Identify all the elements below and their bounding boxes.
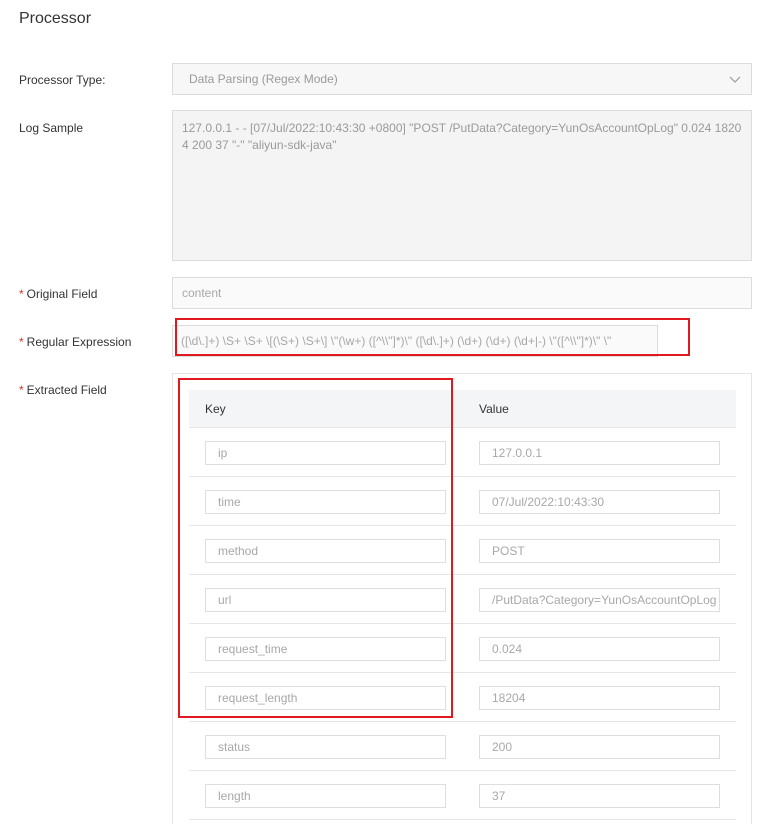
regex-input[interactable]: ([\d\.]+) \S+ \S+ \[(\S+) \S+\] \"(\w+) ([^\\"]*)\" ([\d\.]+) (\d+) (\d+) (\d+|-) \"([^\\"]*)\" \" [172, 325, 658, 357]
extracted-field-label [19, 382, 107, 398]
table-row [189, 575, 736, 624]
value-input[interactable]: /PutData?Category=YunOsAccountOpLog [479, 588, 720, 612]
required-mark: * [19, 335, 24, 349]
table-row [189, 428, 736, 477]
regex-label-text: Regular Expression [26, 335, 132, 349]
key-input[interactable]: ip [205, 441, 446, 465]
key-input[interactable]: time [205, 490, 446, 514]
table-row [189, 722, 736, 771]
table-row [189, 477, 736, 526]
column-header-value: Value [479, 402, 509, 416]
table-row [189, 624, 736, 673]
key-input[interactable]: length [205, 784, 446, 808]
extracted-field-label-text: Extracted Field [26, 383, 107, 397]
value-input[interactable]: 18204 [479, 686, 720, 710]
value-input[interactable]: 127.0.0.1 [479, 441, 720, 465]
table-row [189, 771, 736, 820]
page-title: Processor [19, 10, 92, 27]
table-header [189, 390, 736, 428]
processor-type-value: Data Parsing (Regex Mode) [189, 72, 338, 86]
processor-type-label: Processor Type: [19, 73, 106, 87]
value-input[interactable]: 07/Jul/2022:10:43:30 [479, 490, 720, 514]
required-mark: * [19, 383, 24, 397]
log-sample-textarea[interactable]: 127.0.0.1 - - [07/Jul/2022:10:43:30 +0800] "POST /PutData?Category=YunOsAccountOpLog" 0.024 18204 200 37 "-" "aliyun-sdk-java" [172, 110, 752, 261]
key-input[interactable]: status [205, 735, 446, 759]
value-input[interactable]: 0.024 [479, 637, 720, 661]
key-input[interactable]: url [205, 588, 446, 612]
value-input[interactable]: 200 [479, 735, 720, 759]
table-row [189, 673, 736, 722]
chevron-down-icon [729, 73, 741, 85]
original-field-label-text: Original Field [26, 287, 98, 301]
key-input[interactable]: request_time [205, 637, 446, 661]
original-field-label [19, 286, 97, 302]
processor-type-select[interactable] [172, 63, 752, 95]
value-input[interactable]: POST [479, 539, 720, 563]
original-field-input[interactable]: content [172, 277, 752, 309]
extracted-field-table [172, 373, 752, 824]
log-sample-label: Log Sample [19, 121, 84, 135]
key-input[interactable]: method [205, 539, 446, 563]
value-input[interactable]: 37 [479, 784, 720, 808]
required-mark: * [19, 287, 24, 301]
key-input[interactable]: request_length [205, 686, 446, 710]
regex-label [19, 334, 131, 350]
table-row [189, 526, 736, 575]
column-header-key: Key [205, 402, 226, 416]
